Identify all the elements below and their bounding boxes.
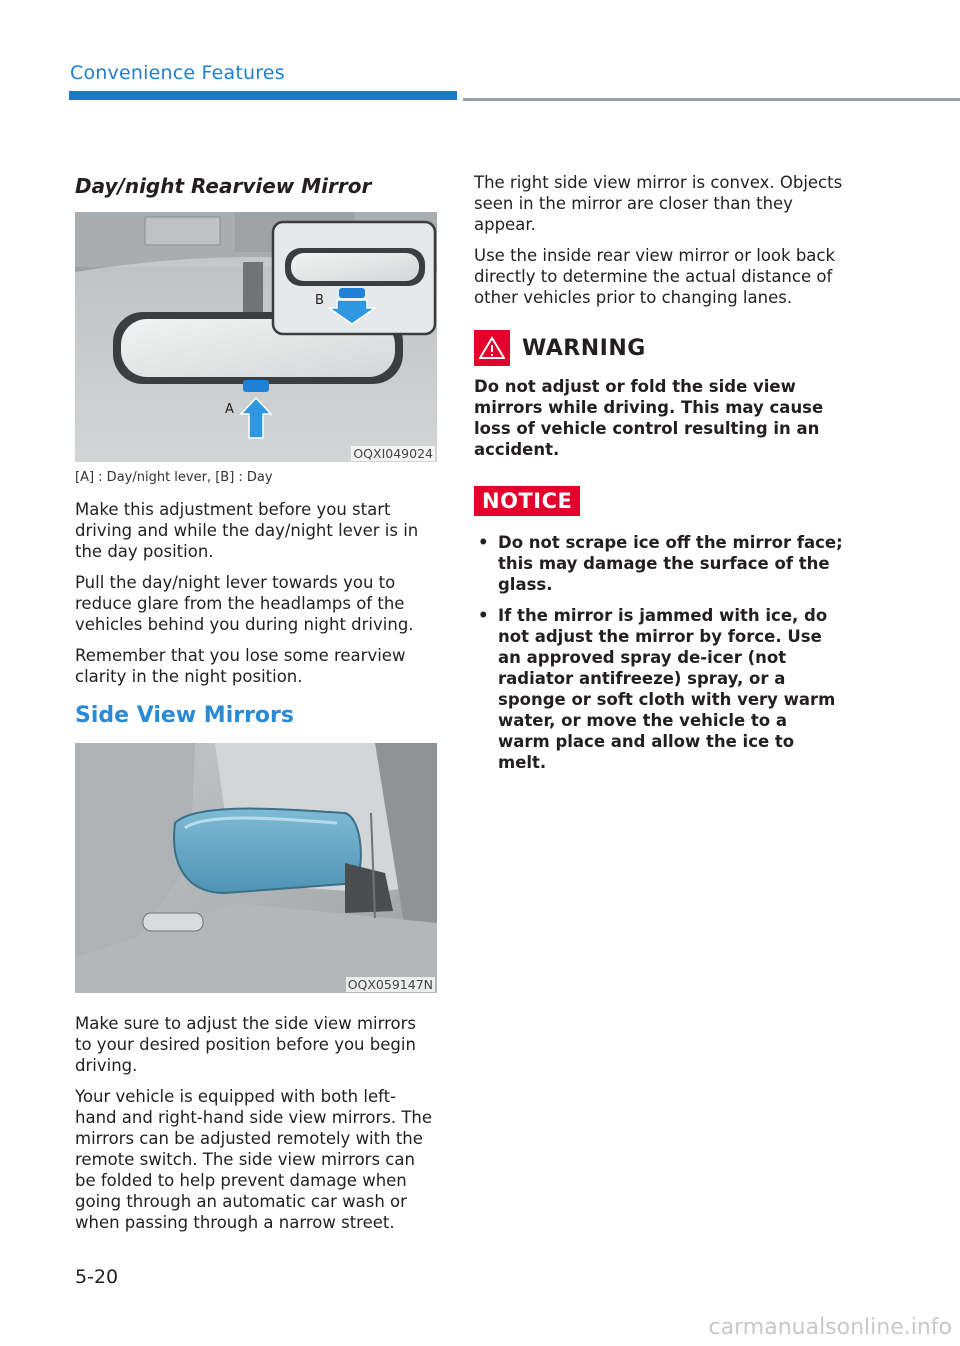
subheading-rearview-mirror: Day/night Rearview Mirror <box>75 174 372 198</box>
page-number: 5-20 <box>75 1266 119 1288</box>
notice-item: • If the mirror is jammed with ice, do not adjust the mirror by force. Use an approved spray de-icer (not radiator antifreeze) spray, or a sponge or soft cloth with very warm water, or move the vehicle to a warm place and allow the ice to melt. <box>474 605 844 773</box>
header-rule <box>463 98 960 101</box>
heading-side-view-mirrors: Side View Mirrors <box>75 703 294 728</box>
warning-text: Do not adjust or fold the side view mirrors while driving. This may cause loss of vehicle control resulting in an accident. <box>474 377 824 459</box>
figure-code: OQX059147N <box>347 977 433 992</box>
rearview-mirror-illustration <box>75 212 437 462</box>
warning-triangle-icon <box>474 330 510 366</box>
section-title: Convenience Features <box>70 62 285 84</box>
paragraph: Use the inside rear view mirror or look back directly to determine the actual distance of other vehicles prior to changing lanes. <box>474 246 836 307</box>
paragraph: Make sure to adjust the side view mirrors to your desired position before you begin driving. <box>75 1014 416 1075</box>
paragraph: The right side view mirror is convex. Objects seen in the mirror are closer than they appear. <box>474 173 843 234</box>
figure-rearview-mirror <box>75 212 437 462</box>
notice-label: NOTICE <box>474 486 580 516</box>
notice-list <box>474 532 844 773</box>
paragraph: Remember that you lose some rearview clarity in the night position. <box>75 646 406 686</box>
figure-side-mirror <box>75 743 437 993</box>
warning-header <box>474 330 844 366</box>
figure-code: OQXI049024 <box>353 446 433 461</box>
watermark: carmanualsonline.info <box>708 1315 952 1340</box>
figure-caption: [A] : Day/night lever, [B] : Day <box>75 470 273 485</box>
label-b: B <box>315 293 324 308</box>
label-a: A <box>225 402 234 417</box>
notice-item: • Do not scrape ice off the mirror face; this may damage the surface of the glass. <box>474 532 844 595</box>
side-mirror-illustration <box>75 743 437 993</box>
warning-title: WARNING <box>522 335 646 361</box>
header-accent-bar <box>69 91 457 100</box>
paragraph: Your vehicle is equipped with both left-hand and right-hand side view mirrors. The mirrors can be adjusted remotely with the remote switch. The side view mirrors can be folded to help prevent damage when going through an automatic car wash or when passing through a narrow street. <box>75 1087 433 1232</box>
left-column <box>75 172 437 1243</box>
right-column <box>474 172 844 783</box>
paragraph: Make this adjustment before you start driving and while the day/night lever is in the day position. <box>75 500 419 561</box>
paragraph: Pull the day/night lever towards you to reduce glare from the headlamps of the vehicles behind you during night driving. <box>75 573 414 634</box>
